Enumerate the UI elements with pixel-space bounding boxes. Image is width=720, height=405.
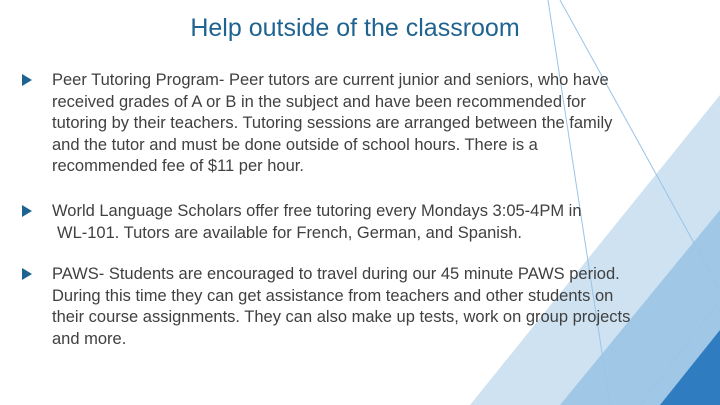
bullet-line: their course assignments. They can also make up tests, work on group projects <box>52 308 631 326</box>
bullet-peer-tutoring <box>22 70 694 178</box>
bullet-line: recommended fee of $11 per hour. <box>52 157 304 175</box>
bullet-line: and the tutor and must be done outside of school hours. There is a <box>52 135 538 154</box>
triangle-right-icon <box>22 205 32 217</box>
bullet-line: World Language Scholars offer free tutoring every Mondays 3:05-4PM in <box>52 202 582 220</box>
bullet-line: PAWS- Students are encouraged to travel during our 45 minute PAWS period. <box>52 265 620 283</box>
bullet-line: During this time they can get assistance from teachers and other students on <box>52 286 614 305</box>
bullet-text <box>52 70 694 178</box>
bullet-line: Peer Tutoring Program- Peer tutors are current junior and seniors, who have <box>52 71 609 89</box>
slide-title: Help outside of the classroom <box>190 14 520 42</box>
bullet-line: WL-101. Tutors are available for French, German, and Spanish. <box>57 223 522 242</box>
bullet-line: and more. <box>52 329 127 348</box>
bullet-paws <box>22 264 694 350</box>
bullet-world-language-scholars <box>22 201 694 244</box>
bullet-text <box>52 201 694 244</box>
triangle-right-icon <box>22 74 32 86</box>
bullet-text <box>52 264 694 350</box>
bullet-line: received grades of A or B in the subject and have been recommended for <box>52 92 586 111</box>
bullet-line: tutoring by their teachers. Tutoring sessions are arranged between the family <box>52 114 613 132</box>
triangle-right-icon <box>22 268 32 280</box>
